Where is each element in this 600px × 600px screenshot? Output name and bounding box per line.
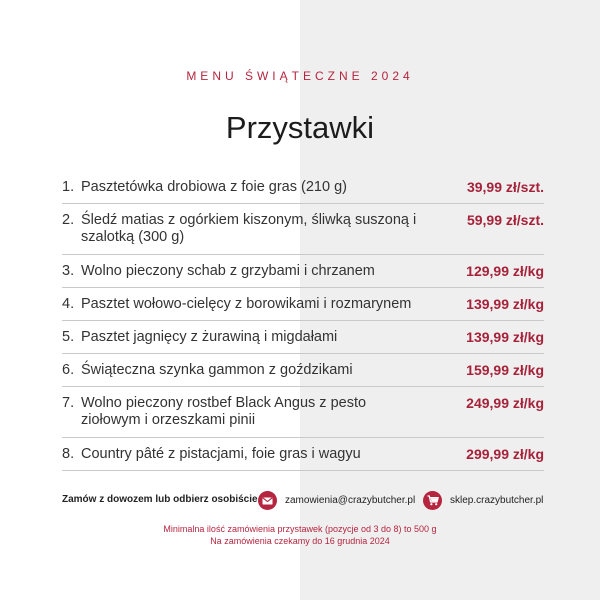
item-price: 249,99 zł/kg xyxy=(466,395,544,411)
menu-item xyxy=(62,387,544,438)
item-name xyxy=(62,296,422,313)
item-text: Wolno pieczony rostbef Black Angus z pesto ziołowym i orzeszkami pinii xyxy=(81,395,367,428)
item-price: 159,99 zł/kg xyxy=(466,362,544,378)
item-number: 1. xyxy=(62,179,75,195)
menu-list xyxy=(62,171,544,471)
note-line-deadline: Na zamówienia czekamy do 16 grudnia 2024 xyxy=(210,536,390,546)
item-name xyxy=(62,329,422,346)
item-number: 3. xyxy=(62,263,75,279)
item-number: 8. xyxy=(62,446,75,462)
item-text: Country pâté z pistacjami, foie gras i wagyu xyxy=(81,446,361,462)
item-price: 139,99 zł/kg xyxy=(466,329,544,345)
item-number: 5. xyxy=(62,329,75,345)
contact-bar xyxy=(62,491,542,511)
menu-item xyxy=(62,204,544,255)
item-number: 2. xyxy=(62,212,75,228)
menu-item xyxy=(62,288,544,321)
note-line-min-quantity: Minimalna ilość zamówienia przystawek (pozycje od 3 do 8) to 500 g xyxy=(163,524,437,534)
item-name xyxy=(62,362,422,379)
contact-email[interactable] xyxy=(258,491,415,510)
contact-shop[interactable] xyxy=(423,491,543,510)
item-price: 59,99 zł/szt. xyxy=(466,212,544,228)
item-number: 4. xyxy=(62,296,75,312)
cart-icon xyxy=(423,491,442,510)
item-text: Wolno pieczony schab z grzybami i chrzanem xyxy=(81,263,375,279)
item-price: 39,99 zł/szt. xyxy=(466,179,544,195)
item-text: Śledź matias z ogórkiem kiszonym, śliwką suszoną i szalotką (300 g) xyxy=(81,212,417,245)
contact-label: Zamów z dowozem lub odbierz osobiście xyxy=(62,494,258,505)
order-notes xyxy=(0,523,600,547)
item-text: Pasztetówka drobiowa z foie gras (210 g) xyxy=(81,179,347,195)
item-number: 6. xyxy=(62,362,75,378)
menu-item xyxy=(62,321,544,354)
envelope-icon xyxy=(258,491,277,510)
menu-item xyxy=(62,438,544,471)
menu-item xyxy=(62,171,544,204)
item-number: 7. xyxy=(62,395,75,411)
menu-item xyxy=(62,354,544,387)
shop-link[interactable]: sklep.crazybutcher.pl xyxy=(450,495,544,506)
menu-item xyxy=(62,255,544,288)
item-price: 139,99 zł/kg xyxy=(466,296,544,312)
page-title: Przystawki xyxy=(225,110,375,145)
item-text: Pasztet jagnięcy z żurawiną i migdałami xyxy=(81,329,338,345)
item-price: 129,99 zł/kg xyxy=(466,263,544,279)
email-link[interactable]: zamowienia@crazybutcher.pl xyxy=(285,495,416,506)
item-text: Świąteczna szynka gammon z goździkami xyxy=(81,362,353,378)
item-text: Pasztet wołowo-cielęcy z borowikami i rozmarynem xyxy=(81,296,412,312)
item-name xyxy=(62,263,422,280)
item-name xyxy=(62,179,422,196)
item-name xyxy=(62,446,422,463)
menu-subtitle: MENU ŚWIĄTECZNE 2024 xyxy=(186,69,414,83)
item-price: 299,99 zł/kg xyxy=(466,446,544,462)
item-name xyxy=(62,212,422,246)
item-name xyxy=(62,395,422,429)
